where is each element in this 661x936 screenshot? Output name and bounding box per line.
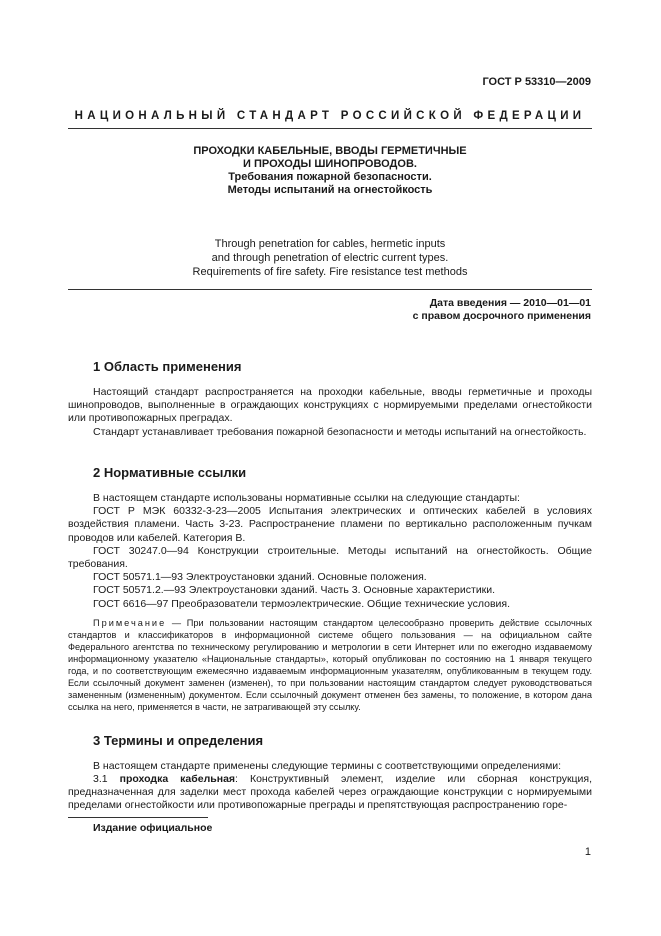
reference-item: ГОСТ 6616—97 Преобразователи термоэлектрические. Общие технические условия. bbox=[93, 597, 511, 610]
section-1-paragraph-1: Настоящий стандарт распространяется на проходки кабельные, вводы герметичные и проходы шинопроводов, выполненные в ограждающих конструкциях с нормируемыми пределами огнестойкости или противопожарных преградах. bbox=[68, 386, 592, 425]
note-text: — При пользовании настоящим стандартом целесообразно проверить действие ссылочных стандартов и классификаторов в информационной системе общего пользования — на официальном сайте Федерального агентства по техническому регулированию и метрологии в сети Интернет или по ежегодно издаваемому информационному указателю «Национальные стандарты», который опубликован по состоянию на 1 января текущего года, и по соответствующим ежемесячно издаваемым информационным указателям, опубликованным в текущем году. Если ссылочный документ заменен (изменен), то при пользовании настоящим стандартом следует руководствоваться замененным (измененным) документом. Если ссылочный документ отменен без замены, то положение, в котором дана ссылка на него, применяется в части, не затрагивающей эту ссылку. bbox=[68, 618, 592, 712]
normative-references bbox=[68, 492, 592, 611]
section-3-heading: 3 Термины и определения bbox=[93, 733, 264, 748]
note-label: Примечание bbox=[93, 618, 167, 628]
title-en-line-3: Requirements of fire safety. Fire resistance test methods bbox=[192, 266, 468, 278]
standard-number: ГОСТ Р 53310—2009 bbox=[482, 76, 591, 88]
title-en-line-2: and through penetration of electric current types. bbox=[211, 252, 449, 264]
section-1-heading: 1 Область применения bbox=[93, 359, 242, 374]
references-intro: В настоящем стандарте использованы нормативные ссылки на следующие стандарты: bbox=[93, 492, 520, 504]
title-line-3: Требования пожарной безопасности. bbox=[228, 171, 432, 183]
term-definition-text: : Конструктивный элемент, изделие или сборная конструкция, предназначенная для заделки мест прохода кабелей через ограждающие конструкции с нормируемыми пределами огнестойкости или противопожарные преграды и препятствующая распространению горе- bbox=[68, 773, 593, 812]
reference-item: ГОСТ 50571.2.—93 Электроустановки зданий. Часть 3. Основные характеристики. bbox=[93, 584, 496, 597]
term-definition bbox=[68, 773, 592, 813]
footnote-divider bbox=[68, 817, 208, 818]
term-number: 3.1 bbox=[93, 773, 108, 785]
term-name: проходка кабельная bbox=[119, 773, 236, 785]
introduction-date-block bbox=[413, 297, 591, 323]
section-1-paragraph-2: Стандарт устанавливает требования пожарной безопасности и методы испытаний на огнестойкость. bbox=[93, 426, 587, 438]
page-number: 1 bbox=[584, 846, 591, 858]
title-line-2: И ПРОХОДЫ ШИНОПРОВОДОВ. bbox=[243, 158, 417, 170]
national-standard-title: НАЦИОНАЛЬНЫЙ СТАНДАРТ РОССИЙСКОЙ ФЕДЕРАЦИИ bbox=[74, 110, 586, 122]
reference-item: ГОСТ 50571.1—93 Электроустановки зданий. Основные положения. bbox=[93, 571, 427, 584]
document-title-ru bbox=[68, 145, 592, 197]
section-2-heading: 2 Нормативные ссылки bbox=[93, 465, 247, 480]
document-title-en bbox=[68, 237, 592, 279]
title-divider bbox=[68, 289, 592, 290]
official-edition: Издание официальное bbox=[93, 822, 213, 834]
header-divider bbox=[68, 128, 592, 129]
note bbox=[68, 617, 592, 713]
title-line-4: Методы испытаний на огнестойкость bbox=[227, 184, 433, 196]
title-line-1: ПРОХОДКИ КАБЕЛЬНЫЕ, ВВОДЫ ГЕРМЕТИЧНЫЕ bbox=[193, 145, 467, 157]
introduction-date: Дата введения — 2010—01—01 bbox=[429, 297, 591, 309]
reference-item: ГОСТ 30247.0—94 Конструкции строительные. Методы испытаний на огнестойкость. Общие требования. bbox=[68, 544, 592, 571]
section-3-intro: В настоящем стандарте применены следующие термины с соответствующими определениями: bbox=[93, 760, 562, 772]
title-en-line-1: Through penetration for cables, hermetic inputs bbox=[214, 238, 446, 250]
reference-item: ГОСТ Р МЭК 60332-3-23—2005 Испытания электрических и оптических кабелей в условиях воздействия пламени. Часть 3-23. Распространение пламени по вертикально расположенным пучкам проводов или кабелей. Категория В. bbox=[68, 505, 592, 544]
early-application: с правом досрочного применения bbox=[412, 310, 591, 322]
